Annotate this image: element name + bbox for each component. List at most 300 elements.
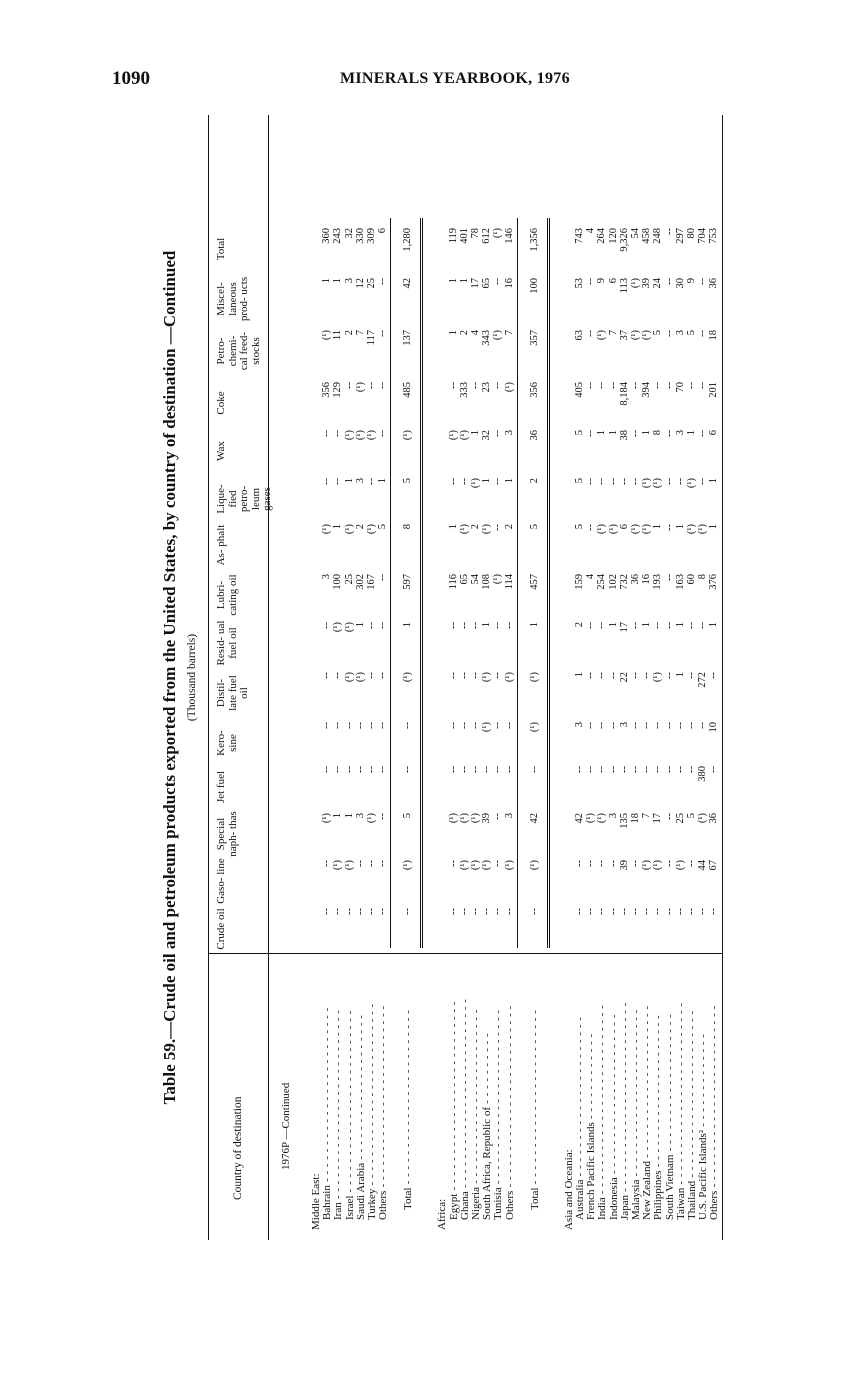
table-cell: (¹) <box>481 672 493 683</box>
table-cell: -- <box>492 908 504 915</box>
table-cell: -- <box>663 672 675 679</box>
table-cell: 32 <box>343 228 355 239</box>
leader-dots: - - - - - - - - - - - - - - - - - - - - - - - - <box>321 1007 334 1186</box>
total-row <box>529 1010 541 1210</box>
table-cell: 3 <box>503 430 515 436</box>
table-cell: -- <box>630 382 641 389</box>
table-cell: 333 <box>458 382 470 398</box>
leader-dots: - - - - - - - - - - - - - - - - - - - - - - - - <box>492 1009 505 1188</box>
table-cell: -- <box>377 330 389 337</box>
table-cell: -- <box>574 860 585 867</box>
column-header: Distil- late fuel oil <box>215 675 251 711</box>
table-cell: -- <box>663 722 675 729</box>
table-cell: 100 <box>332 574 344 590</box>
column-header: Petro- chemi- cal feed- stocks <box>215 331 262 371</box>
table-cell: 70 <box>674 382 686 393</box>
table-cell: -- <box>492 478 504 485</box>
table-cell: 5 <box>528 524 540 530</box>
table-cell: 159 <box>574 574 585 590</box>
table-cell: 1 <box>447 330 459 336</box>
table-cell: -- <box>686 908 697 915</box>
table-cell: (¹) <box>447 430 459 441</box>
column-header: Gaso- line <box>215 858 227 904</box>
table-cell: -- <box>447 722 459 729</box>
table-cell: 485 <box>402 382 414 398</box>
table-cell: 108 <box>481 574 493 590</box>
total-rule <box>547 218 550 948</box>
table-cell: -- <box>402 766 414 773</box>
table-cell: -- <box>618 766 630 773</box>
table-cell: -- <box>447 672 459 679</box>
table-cell: -- <box>321 478 333 485</box>
stub-header: Country of destination <box>232 1096 244 1200</box>
table-cell: -- <box>596 722 608 729</box>
table-cell: -- <box>377 278 389 285</box>
table-cell: -- <box>470 622 481 629</box>
table-cell: -- <box>663 524 675 531</box>
table-cell: 60 <box>686 574 697 585</box>
table-cell: 1 <box>641 430 653 436</box>
table-cell: 8 <box>697 574 709 580</box>
header-rule <box>268 115 269 1240</box>
table-cell: -- <box>663 766 675 773</box>
table-cell: -- <box>630 908 641 915</box>
table-cell: 53 <box>574 278 585 289</box>
table-cell: -- <box>697 278 709 285</box>
leader-dots: - - - - - - - - - - - - - - - - - - - - - - - - <box>402 1009 415 1188</box>
table-cell: 1,356 <box>528 228 540 252</box>
table-cell: -- <box>321 672 333 679</box>
table-cell: -- <box>458 722 470 729</box>
table-cell: -- <box>585 722 597 729</box>
table-cell: -- <box>447 382 459 389</box>
table-cell: -- <box>481 908 493 915</box>
table-cell: (¹) <box>402 672 414 683</box>
table-cell: 8,184 <box>618 382 630 406</box>
table-cell: -- <box>366 622 377 629</box>
table-cell: 3 <box>607 813 619 819</box>
table-cell: (¹) <box>585 813 597 824</box>
table-cell: -- <box>641 766 653 773</box>
table-cell: -- <box>528 766 540 773</box>
table-cell: -- <box>674 766 686 773</box>
table-cell: 309 <box>366 228 377 244</box>
table-cell: -- <box>663 622 675 629</box>
table-cell: (¹) <box>481 860 493 871</box>
table-cell: 78 <box>470 228 481 239</box>
table-cell: 1 <box>332 524 344 530</box>
table-cell: 254 <box>596 574 608 590</box>
table-cell: 24 <box>652 278 664 289</box>
leader-dots: - - - - - - - - - - - - - <box>697 1033 710 1130</box>
rotated-table <box>160 115 780 1240</box>
table-cell: -- <box>585 860 597 867</box>
table-cell: -- <box>697 430 709 437</box>
table-cell: 8 <box>652 430 664 436</box>
table-cell: 3 <box>343 278 355 284</box>
table-cell: (¹) <box>503 672 515 683</box>
table-cell: 458 <box>641 228 653 244</box>
table-cell: (¹) <box>366 524 377 535</box>
table-cell: (¹) <box>343 622 355 633</box>
table-cell: 5 <box>574 524 585 530</box>
table-cell: (¹) <box>343 672 355 683</box>
table-cell: -- <box>630 478 641 485</box>
table-cell: 343 <box>481 330 493 346</box>
table-cell: -- <box>652 766 664 773</box>
column-header: Jet fuel <box>215 770 227 804</box>
table-cell: -- <box>354 860 366 867</box>
table-cell: 6 <box>607 278 619 284</box>
table-cell: 17 <box>618 622 630 633</box>
table-cell: 2 <box>528 478 540 484</box>
total-row <box>402 1010 414 1210</box>
table-cell: (¹) <box>321 524 333 535</box>
table-cell: 135 <box>618 813 630 829</box>
table-cell: -- <box>674 722 686 729</box>
table-cell: (¹) <box>641 860 653 871</box>
table-cell: (¹) <box>596 524 608 535</box>
table-cell: 4 <box>585 228 597 234</box>
table-cell: -- <box>377 766 389 773</box>
table-cell: -- <box>343 382 355 389</box>
table-cell: 1 <box>674 622 686 628</box>
row-label: Total <box>528 1187 541 1210</box>
table-cell: -- <box>663 430 675 437</box>
table-cell: 1 <box>674 524 686 530</box>
table-cell: 36 <box>528 430 540 441</box>
table-cell: 5 <box>402 813 414 819</box>
table-cell: 1 <box>343 478 355 484</box>
table-cell: -- <box>708 908 720 915</box>
table-cell: -- <box>492 672 504 679</box>
leader-dots: - - - - - - - - - - - - - - - - - - - - - - <box>574 1016 586 1180</box>
table-cell: -- <box>366 908 377 915</box>
table-cell: 7 <box>641 813 653 819</box>
table-cell: 1 <box>674 672 686 678</box>
leader-dots: - - - - - - - - - - - - - - - - - - - - <box>354 1014 367 1163</box>
row-label: Israel <box>343 1195 356 1220</box>
table-cell: 1 <box>708 478 720 484</box>
leader-dots: - - - - - - - - - - - - - - - - - - - - - - - - - - <box>458 998 471 1192</box>
table-cell: -- <box>458 622 470 629</box>
table-cell: -- <box>596 382 608 389</box>
table-cell: 63 <box>574 330 585 341</box>
table-cell: -- <box>470 722 481 729</box>
table-cell: 2 <box>503 524 515 530</box>
row-label: Japan <box>618 1194 631 1220</box>
table-cell: (¹) <box>321 330 333 341</box>
table-cell: -- <box>641 722 653 729</box>
leader-dots: - - - - - - - - - - - - - - - - - - - <box>663 1013 676 1155</box>
table-cell: -- <box>377 382 389 389</box>
leader-dots: - - - - - - - - - - - - <box>585 1033 598 1123</box>
table-row <box>332 1010 344 1220</box>
table-cell: 65 <box>458 574 470 585</box>
table-cell: (¹) <box>366 813 377 824</box>
row-label: U.S. Pacific Islands² <box>697 1129 710 1220</box>
table-cell: 9,326 <box>618 228 630 252</box>
table-cell: -- <box>447 860 459 867</box>
table-cell: -- <box>630 672 641 679</box>
table-cell: 114 <box>503 574 515 590</box>
table-cell: -- <box>377 672 389 679</box>
table-cell: -- <box>492 430 504 437</box>
table-cell: 1 <box>607 430 619 436</box>
table-cell: (¹) <box>366 430 377 441</box>
table-cell: (¹) <box>354 672 366 683</box>
table-cell: -- <box>343 908 355 915</box>
table-cell: (¹) <box>447 813 459 824</box>
table-cell: -- <box>652 382 664 389</box>
table-cell: -- <box>366 478 377 485</box>
table-cell: 264 <box>596 228 608 244</box>
table-row <box>492 1009 504 1220</box>
table-cell: 597 <box>402 574 414 590</box>
table-cell: -- <box>596 672 608 679</box>
column-header: Miscel- laneous prod- ucts <box>215 276 251 322</box>
table-cell: -- <box>402 908 414 915</box>
table-cell: 5 <box>377 524 389 530</box>
table-cell: 22 <box>618 672 630 683</box>
table-cell: 7 <box>503 330 515 336</box>
table-cell: -- <box>377 622 389 629</box>
table-cell: -- <box>697 908 709 915</box>
table-cell: -- <box>652 622 664 629</box>
table-cell: -- <box>377 722 389 729</box>
table-cell: -- <box>663 574 675 581</box>
table-cell: 1 <box>641 622 653 628</box>
table-cell: 394 <box>641 382 653 398</box>
table-cell: -- <box>321 860 333 867</box>
total-rule <box>420 218 423 948</box>
table-cell: -- <box>470 766 481 773</box>
row-label: French Pacific Islands <box>585 1122 598 1220</box>
table-cell: 10 <box>708 722 720 733</box>
table-cell: 356 <box>528 382 540 398</box>
table-cell: (¹) <box>332 860 344 871</box>
leader-dots: - - - - - - - - - - - - - - - - - - - - - - - - - <box>503 1005 516 1191</box>
table-cell: 42 <box>402 278 414 289</box>
table-cell: 9 <box>686 278 697 284</box>
table-cell: -- <box>354 722 366 729</box>
table-cell: 193 <box>652 574 664 590</box>
leader-dots: - - - - - - - - - - - - - - - - - - - - - - - - <box>528 1009 541 1188</box>
table-cell: 146 <box>503 228 515 244</box>
table-cell: -- <box>585 622 597 629</box>
table-cell: 16 <box>503 278 515 289</box>
table-cell: -- <box>332 908 344 915</box>
table-cell: -- <box>607 860 619 867</box>
table-cell: 120 <box>607 228 619 244</box>
table-cell: -- <box>503 622 515 629</box>
column-header: Special naph- thas <box>215 811 239 857</box>
year-label: 1976P —Continued <box>280 1082 292 1170</box>
row-label: Others <box>708 1190 721 1220</box>
table-row <box>652 1015 664 1220</box>
table-cell: 4 <box>585 574 597 580</box>
table-cell: 119 <box>447 228 459 244</box>
table-cell: 356 <box>321 382 333 398</box>
leader-dots: - - - - - - - - - - - - - - - - - - - - - - - - - <box>343 1010 356 1196</box>
table-cell: -- <box>377 574 389 581</box>
table-cell: 12 <box>354 278 366 289</box>
table-cell: 2 <box>470 524 481 530</box>
table-cell: -- <box>686 622 697 629</box>
page-number: 1090 <box>112 68 150 89</box>
row-label: Nigeria <box>470 1187 482 1220</box>
table-cell: -- <box>630 430 641 437</box>
row-label: Australia <box>574 1179 586 1220</box>
table-cell: 36 <box>708 278 720 289</box>
table-cell: 163 <box>674 574 686 590</box>
table-cell: 1 <box>458 278 470 284</box>
section-heading: Africa: <box>436 1198 449 1230</box>
table-cell: -- <box>596 622 608 629</box>
table-cell: -- <box>332 722 344 729</box>
table-cell: 6 <box>708 430 720 436</box>
table-cell: -- <box>321 622 333 629</box>
table-cell: (¹) <box>503 860 515 871</box>
table-cell: -- <box>607 478 619 485</box>
table-cell: 102 <box>607 574 619 590</box>
table-cell: -- <box>366 382 377 389</box>
table-cell: 65 <box>481 278 493 289</box>
table-cell: -- <box>574 766 585 773</box>
table-cell: 6 <box>377 228 389 234</box>
table-cell: -- <box>618 478 630 485</box>
table-cell: 80 <box>686 228 697 239</box>
leader-dots: - - - - - - - - - - - - - - - - - - - - - - - - - <box>708 1005 721 1191</box>
table-cell: -- <box>470 908 481 915</box>
column-header: Kero- sine <box>215 730 239 756</box>
table-cell: (¹) <box>528 722 540 733</box>
table-row <box>608 1014 620 1220</box>
table-row <box>697 1034 709 1220</box>
table-row <box>377 1005 389 1220</box>
column-header: Resid- ual fuel oil <box>215 620 239 666</box>
column-header: Wax <box>215 441 227 461</box>
table-cell: 1 <box>708 622 720 628</box>
table-cell: 1 <box>402 622 414 628</box>
table-cell: 1 <box>447 278 459 284</box>
table-cell: 457 <box>528 574 540 590</box>
row-label: Iran <box>332 1202 345 1220</box>
table-cell: -- <box>607 722 619 729</box>
row-label: Bahrain <box>321 1185 334 1220</box>
table-cell: -- <box>492 722 504 729</box>
table-cell: 3 <box>574 722 585 728</box>
table-cell: -- <box>321 722 333 729</box>
table-cell: -- <box>596 860 608 867</box>
table-cell: -- <box>458 766 470 773</box>
column-header: Lubri- cating oil <box>215 574 239 616</box>
stub-divider <box>208 953 722 954</box>
row-label: New Zealand <box>641 1161 654 1220</box>
table-cell: 330 <box>354 228 366 244</box>
table-cell: (¹) <box>492 574 504 585</box>
row-label: South Vietnam <box>663 1154 676 1220</box>
table-cell: -- <box>332 766 344 773</box>
table-cell: 44 <box>697 860 709 871</box>
table-cell: (¹) <box>354 382 366 393</box>
table-cell: 100 <box>528 278 540 294</box>
table-cell: -- <box>618 908 630 915</box>
column-header: Crude oil <box>215 908 227 950</box>
table-cell: 3 <box>674 330 686 336</box>
table-cell: -- <box>596 478 608 485</box>
table-row <box>686 1010 698 1220</box>
table-cell: -- <box>585 672 597 679</box>
table-row <box>504 1005 516 1220</box>
table-cell: 243 <box>332 228 344 244</box>
table-cell: 30 <box>674 278 686 289</box>
table-cell: 39 <box>618 860 630 871</box>
table-cell: -- <box>585 330 597 337</box>
table-cell: -- <box>641 672 653 679</box>
table-cell: -- <box>332 430 344 437</box>
table-row <box>321 1007 333 1220</box>
table-cell: -- <box>343 766 355 773</box>
table-cell: 42 <box>574 813 585 824</box>
table-cell: -- <box>447 622 459 629</box>
table-row <box>708 1005 720 1220</box>
table-cell: (¹) <box>402 860 414 871</box>
table-cell: -- <box>377 860 389 867</box>
table-cell: (¹) <box>458 524 470 535</box>
table-cell: -- <box>492 766 504 773</box>
table-cell: 732 <box>618 574 630 590</box>
table-cell: 1 <box>528 622 540 628</box>
table-cell: 3 <box>503 813 515 819</box>
table-row <box>355 1015 367 1220</box>
table-cell: -- <box>663 860 675 867</box>
table-cell: -- <box>697 382 709 389</box>
table-cell: 201 <box>708 382 720 398</box>
table-cell: 18 <box>708 330 720 341</box>
table-cell: -- <box>366 672 377 679</box>
table-cell: -- <box>686 722 697 729</box>
leader-dots: - - - - - - - - - - - - - - - - - - - - - <box>641 1005 654 1162</box>
table-cell: 1 <box>377 478 389 484</box>
table-cell: -- <box>607 766 619 773</box>
table-cell: -- <box>708 672 720 679</box>
row-label: India <box>596 1197 609 1220</box>
table-cell: -- <box>321 908 333 915</box>
table-cell: -- <box>663 330 675 337</box>
subtotal-rule <box>390 218 391 948</box>
table-cell: (¹) <box>481 524 493 535</box>
table-cell: (¹) <box>596 813 608 824</box>
table-cell: -- <box>596 766 608 773</box>
table-cell: 1 <box>321 278 333 284</box>
table-cell: -- <box>503 766 515 773</box>
table-cell: 5 <box>686 813 697 819</box>
table-cell: -- <box>697 622 709 629</box>
table-row <box>470 1009 482 1220</box>
table-cell: 113 <box>618 278 630 294</box>
section-heading: Middle East: <box>310 1173 322 1230</box>
table-cell: (¹) <box>697 813 709 824</box>
table-cell: (¹) <box>492 228 504 239</box>
table-cell: -- <box>663 278 675 285</box>
table-cell: (¹) <box>528 672 540 683</box>
row-label: Others <box>377 1190 390 1220</box>
table-cell: 54 <box>630 228 641 239</box>
table-cell: 8 <box>402 524 414 530</box>
row-label: Total <box>402 1187 415 1210</box>
table-cell: -- <box>492 524 504 531</box>
